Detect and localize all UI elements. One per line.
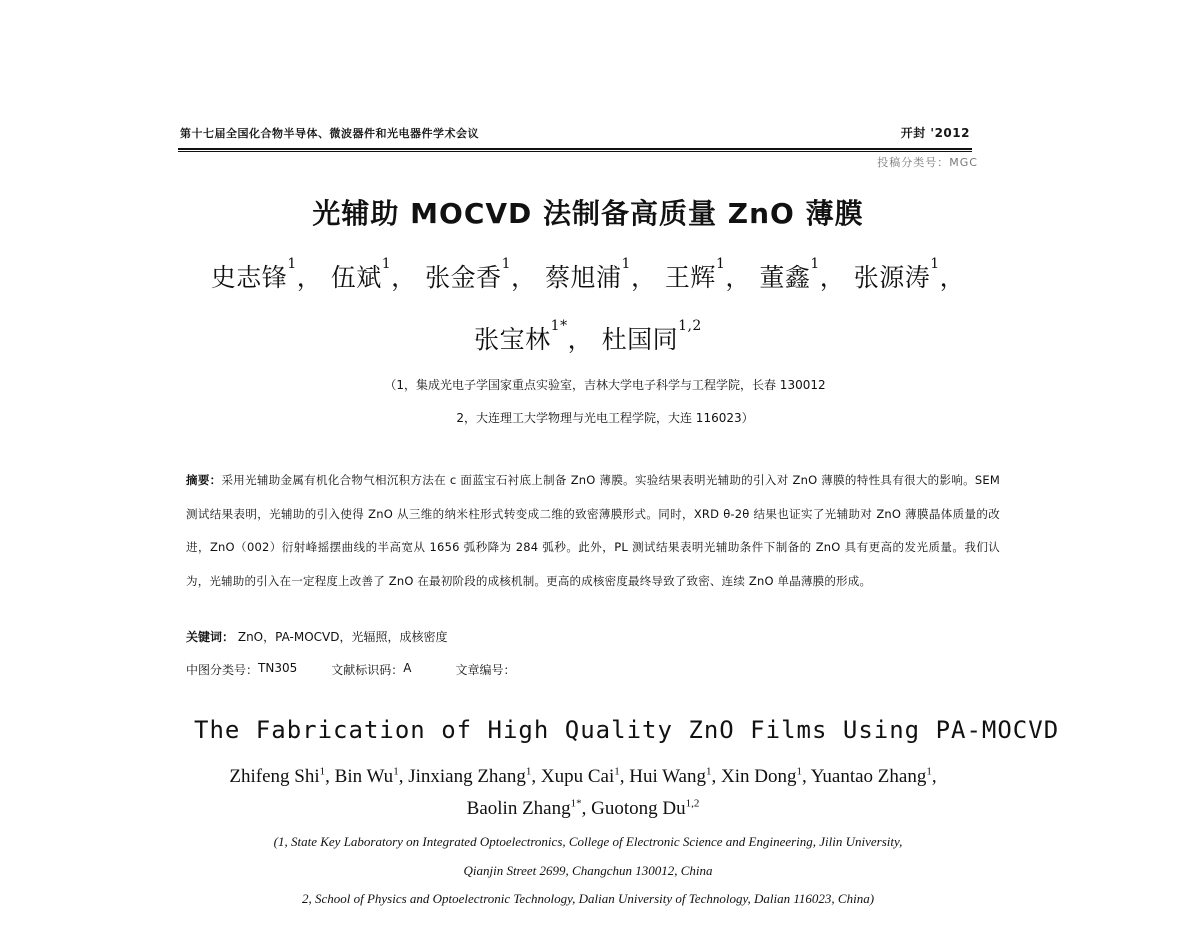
keywords-label: 关键词： [186, 630, 235, 644]
classification-line [186, 661, 515, 678]
affiliation-en-1: (1, State Key Laboratory on Integrated Optoelectronics, College of Electronic Science and Engineering, Jilin University, [273, 834, 903, 849]
author-cn-5: 王辉$^1$， [664, 256, 751, 292]
abstract-label: 摘要： [186, 473, 222, 487]
author-en-2: Bin Wu$^1$, [334, 766, 409, 788]
author-en-6: Xin Dong$^1$, [721, 766, 811, 788]
author-cn-6: 董鑫$^1$， [759, 256, 846, 292]
affiliation-cn-2: 2，大连理工大学物理与光电工程学院，大连 116023） [456, 411, 754, 425]
title-english: The Fabrication of High Quality ZnO Films Using PA-MOCVD [194, 716, 1060, 744]
author-cn-4: 蔡旭浦$^1$， [545, 256, 657, 292]
author-cn-9: 杜国同$^{1,2}$ [601, 318, 702, 354]
authors-chinese-line-1 [0, 258, 1176, 294]
author-en-4: Xupu Cai$^1$, [540, 766, 630, 788]
keywords-text: ZnO，PA-MOCVD，光辐照，成核密度 [237, 630, 448, 644]
affiliation-en-3: 2, School of Physics and Optoelectronic Technology, Dalian University of Technology, Dalian 116023, China) [301, 891, 875, 906]
clc-value: TN305 [258, 661, 298, 675]
authors-english-line-1 [0, 766, 1166, 788]
conference-name: 第十七届全国化合物半导体、微波器件和光电器件学术会议 [180, 127, 479, 140]
author-cn-1: 史志锋$^1$， [210, 256, 323, 292]
conference-location-year: 开封 '2012 [900, 126, 970, 140]
header-rule [178, 148, 972, 152]
affiliation-en-2: Qianjin Street 2699, Changchun 130012, China [463, 863, 713, 878]
doc-code-label: 文献标识码： [331, 663, 404, 677]
doc-code-value: A [403, 661, 412, 675]
author-cn-7: 张源涛$^1$， [853, 256, 966, 292]
author-en-5: Hui Wang$^1$, [629, 766, 721, 788]
author-en-9: Guotong Du$^{1,2}$ [591, 798, 700, 820]
author-en-1: Zhifeng Shi$^1$, [229, 766, 335, 788]
abstract-cn [186, 464, 1000, 598]
author-en-7: Yuantao Zhang$^1$, [810, 766, 937, 788]
abstract-text: 采用光辅助金属有机化合物气相沉积方法在 c 面蓝宝石衬底上制备 ZnO 薄膜。实验结果表明光辅助的引入对 ZnO 薄膜的特性具有很大的影响。SEM 测试结果表明，光辅助的引入使得 ZnO 从三维的纳米柱形式转变成二维的致密薄膜形式。同时，XRD θ-2θ 结果也证实了光辅助对 ZnO 薄膜晶体质量的改进，ZnO（002）衍射峰摇摆曲线的半高宽从 1656 弧秒降为 284 弧秒。此外，PL 测试结果表明光辅助条件下制备的 ZnO 具有更高的发光质量。我们认为，光辅助的引入在一定程度上改善了 ZnO 在最初阶段的成核机制。更高的成核密度最终导致了致密、连续 ZnO 单晶薄膜的形成。 [186, 473, 1000, 588]
authors-english-line-2 [0, 798, 1166, 820]
article-number-label: 文章编号： [455, 663, 516, 677]
authors-chinese-line-2 [0, 320, 1176, 356]
author-cn-2: 伍斌$^1$， [330, 256, 417, 292]
author-en-8: Baolin Zhang$^{1*}$, [466, 798, 592, 820]
submission-classification: 投稿分类号：MGC [877, 156, 978, 169]
running-head [180, 124, 970, 141]
title-chinese: 光辅助 MOCVD 法制备高质量 ZnO 薄膜 [312, 197, 864, 230]
keywords-cn [186, 628, 448, 645]
author-cn-3: 张金香$^1$， [425, 256, 537, 292]
clc-label: 中图分类号： [186, 663, 259, 677]
author-en-3: Jinxiang Zhang$^1$, [408, 766, 541, 788]
affiliation-cn-1: （1，集成光电子学国家重点实验室，吉林大学电子科学与工程学院，长春 130012 [384, 378, 826, 392]
author-cn-8: 张宝林$^{1*}$， [474, 318, 594, 354]
